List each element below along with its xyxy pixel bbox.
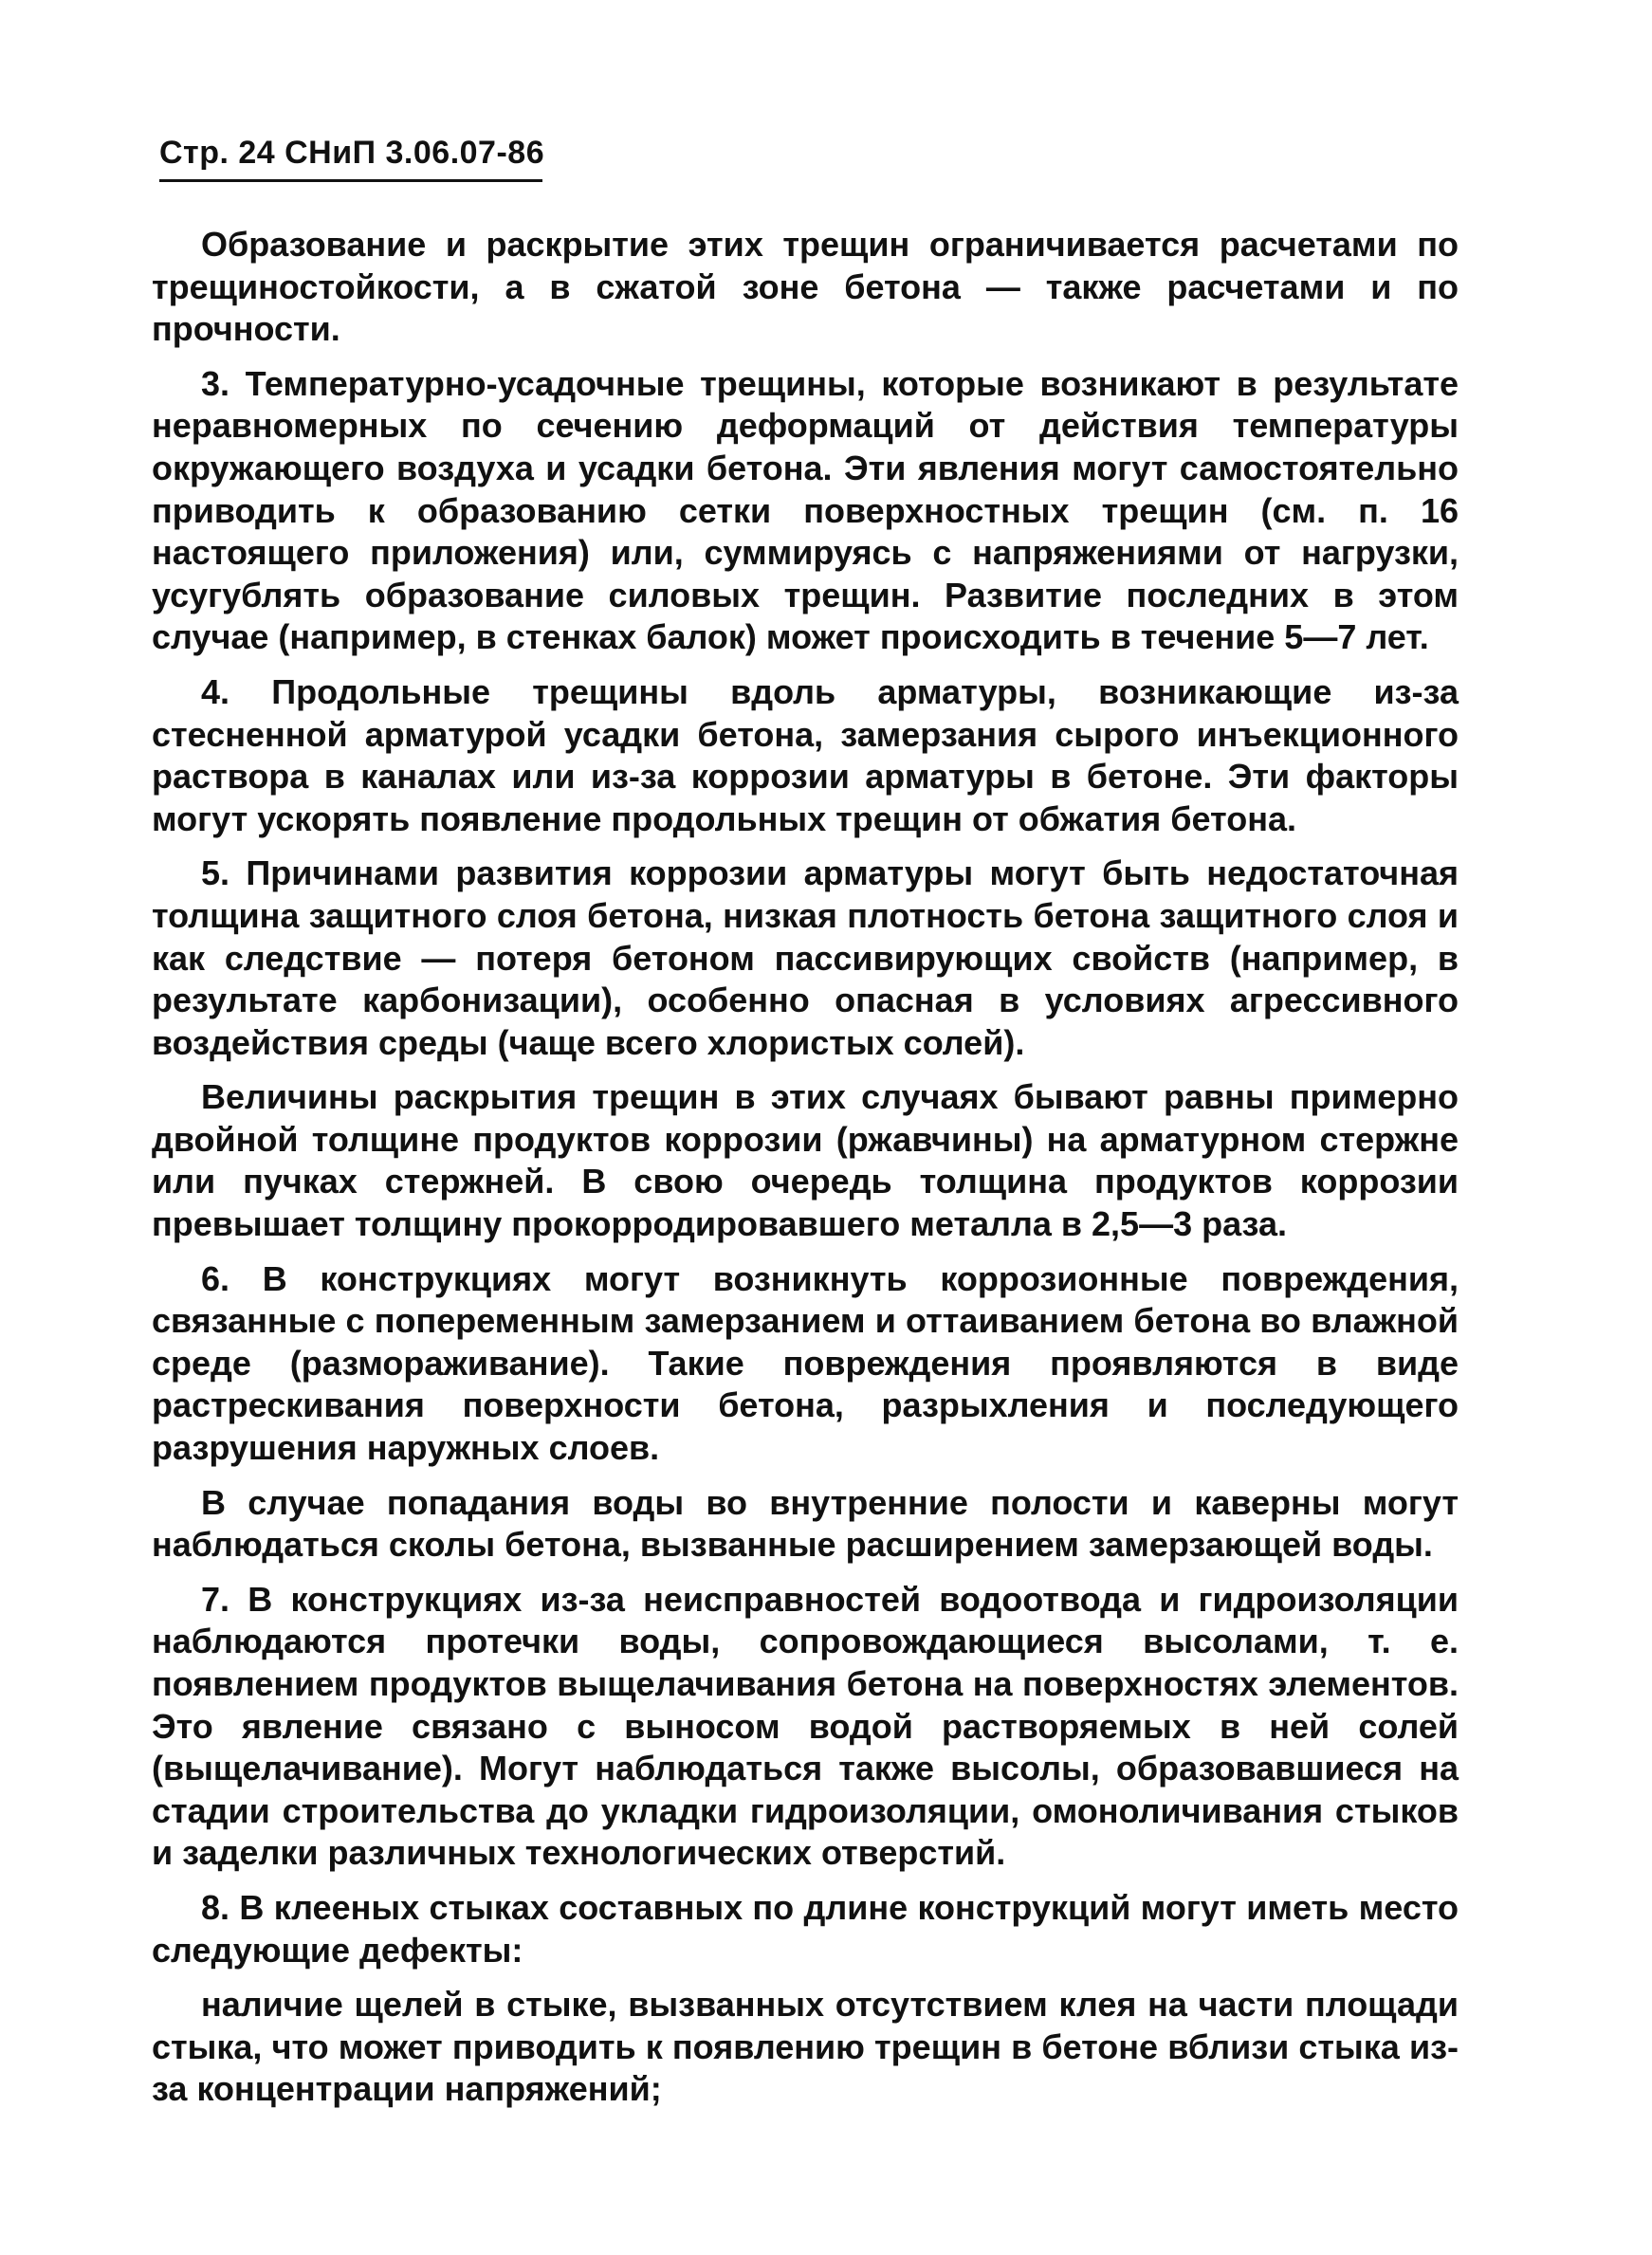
paragraph-text: Причинами развития коррозии арматуры могут быть недостаточная толщина защитного слоя бетона, низкая плотность бетона защитного слоя и как следствие — потеря бетоном пассивирующих свойств (например, в результате карбонизации), особенно опасная в условиях агрессивного воздействия среды (чаще всего хлористых солей). bbox=[152, 853, 1459, 1062]
paragraph-4 bbox=[152, 671, 1459, 840]
paragraph bbox=[152, 1482, 1459, 1567]
paragraph bbox=[152, 224, 1459, 351]
paragraph-6 bbox=[152, 1258, 1459, 1470]
paragraph-number: 6. bbox=[201, 1258, 230, 1298]
paragraph bbox=[152, 1076, 1459, 1245]
paragraph-text: наличие щелей в стыке, вызванных отсутствием клея на части площади стыка, что может приводить к появлению трещин в бетоне вблизи стыка из-за концентрации напряжений; bbox=[152, 1985, 1459, 2109]
paragraph-text: В клееных стыках составных по длине конструкций могут иметь место следующие дефекты: bbox=[152, 1887, 1459, 1970]
paragraph-text: Температурно-усадочные трещины, которые возникают в результате неравномерных по сечению деформаций от действия температуры окружающего воздуха и усадки бетона. Эти явления могут самостоятельно приводить к образованию сетки поверхностных трещин (см. п. 16 настоящего приложения) или, суммируясь с напряжениями от нагрузки, усугублять образование силовых трещин. Развитие последних в этом случае (например, в стенках балок) может происходить в течение 5—7 лет. bbox=[152, 363, 1459, 657]
paragraph-number: 5. bbox=[201, 853, 230, 893]
paragraph-text: Образование и раскрытие этих трещин ограничивается расчетами по трещиностойкости, а в сжатой зоне бетона — также расчетами и по прочности. bbox=[152, 225, 1459, 349]
paragraph-3 bbox=[152, 363, 1459, 659]
paragraph-number: 8. bbox=[201, 1887, 230, 1927]
paragraph-text: Продольные трещины вдоль арматуры, возникающие из-за стесненной арматурой усадки бетона, замерзания сырого инъекционного раствора в каналах или из-за коррозии арматуры в бетоне. Эти факторы могут ускорять появление продольных трещин от обжатия бетона. bbox=[152, 671, 1459, 838]
paragraph-text: Величины раскрытия трещин в этих случаях бывают равны примерно двойной толщине продуктов коррозии (ржавчины) на арматурном стержне или пучках стержней. В свою очередь толщина продуктов коррозии превышает толщину прокорродировавшего металла в 2,5—3 раза. bbox=[152, 1077, 1459, 1244]
paragraph-5 bbox=[152, 852, 1459, 1064]
paragraph-7 bbox=[152, 1579, 1459, 1875]
paragraph-number: 3. bbox=[201, 363, 230, 403]
page-header: Стр. 24 СНиП 3.06.07-86 bbox=[159, 135, 542, 182]
document-body bbox=[152, 224, 1459, 2111]
paragraph-text: В конструкциях могут возникнуть коррозионные повреждения, связанные с попеременным замерзанием и оттаиванием бетона во влажной среде (размораживание). Такие повреждения проявляются в виде растрескивания поверхности бетона, разрыхления и последующего разрушения наружных слоев. bbox=[152, 1258, 1459, 1468]
paragraph-number: 7. bbox=[201, 1579, 230, 1619]
paragraph-text: В случае попадания воды во внутренние полости и каверны могут наблюдаться сколы бетона, вызванные расширением замерзающей воды. bbox=[152, 1482, 1459, 1565]
paragraph bbox=[152, 1984, 1459, 2111]
paragraph-8 bbox=[152, 1887, 1459, 1971]
paragraph-number: 4. bbox=[201, 671, 230, 711]
paragraph-text: В конструкциях из-за неисправностей водоотвода и гидроизоляции наблюдаются протечки воды, сопровождающиеся высолами, т. е. появлением продуктов выщелачивания бетона на поверхностях элементов. Это явление связано с выносом водой растворяемых в ней солей (выщелачивание). Могут наблюдаться также высолы, образовавшиеся на стадии строительства до укладки гидроизоляции, омоноличивания стыков и заделки различных технологических отверстий. bbox=[152, 1579, 1459, 1873]
